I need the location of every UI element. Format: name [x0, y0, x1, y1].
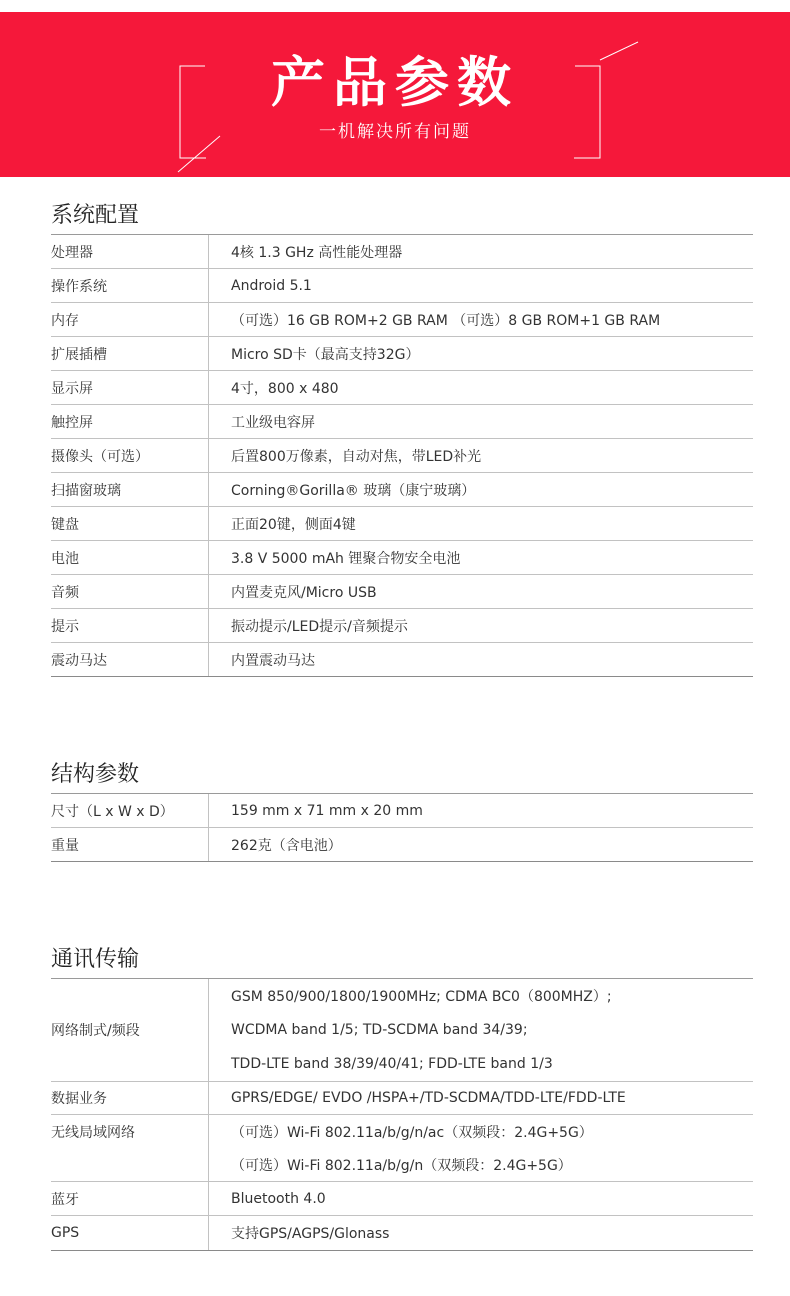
spec-value: （可选）16 GB ROM+2 GB RAM （可选）8 GB ROM+1 GB RAM [231, 312, 661, 329]
spec-value: 262克（含电池） [231, 837, 342, 854]
spec-label: 操作系统 [51, 269, 209, 302]
spec-value-line: WCDMA band 1/5; TD-SCDMA band 34/39; [231, 1022, 528, 1038]
spec-label: 触控屏 [51, 405, 209, 438]
spec-value-line: （可选）Wi-Fi 802.11a/b/g/n/ac（双频段：2.4G+5G） [231, 1124, 593, 1141]
spec-label: 处理器 [51, 235, 209, 268]
section-title: 系统配置 [51, 203, 140, 228]
spec-value: 内置震动马达 [231, 652, 315, 669]
spec-value: 后置800万像素，自动对焦，带LED补光 [231, 448, 482, 465]
table-row [51, 1115, 753, 1182]
table-row [51, 541, 753, 575]
section-title: 通讯传输 [51, 947, 140, 972]
spec-label: GPS [51, 1216, 209, 1250]
section-communication [51, 942, 753, 1251]
table-row [51, 337, 753, 371]
table-row [51, 371, 753, 405]
spec-value: 支持GPS/AGPS/Glonass [231, 1226, 390, 1242]
spec-value: 4核 1.3 GHz 高性能处理器 [231, 244, 403, 261]
table-row [51, 235, 753, 269]
spec-label: 重量 [51, 828, 209, 861]
spec-label: 内存 [51, 303, 209, 336]
spec-value: GPRS/EDGE/ EVDO /HSPA+/TD-SCDMA/TDD-LTE/FDD-LTE [231, 1090, 626, 1106]
spec-label: 音频 [51, 575, 209, 608]
table-row [51, 473, 753, 507]
spec-label: 摄像头（可选） [51, 439, 209, 472]
table-row [51, 979, 753, 1082]
spec-value-line: （可选）Wi-Fi 802.11a/b/g/n（双频段：2.4G+5G） [231, 1157, 572, 1174]
table-row [51, 405, 753, 439]
spec-value: Android 5.1 [231, 277, 312, 294]
spec-value [209, 1115, 753, 1181]
spec-label: 提示 [51, 609, 209, 642]
spec-value-line: GSM 850/900/1800/1900MHz; CDMA BC0（800MHZ）; [231, 989, 612, 1005]
spec-label: 扩展插槽 [51, 337, 209, 370]
spec-table [51, 234, 753, 677]
spec-value: 3.8 V 5000 mAh 锂聚合物安全电池 [231, 550, 461, 567]
spec-label: 扫描窗玻璃 [51, 473, 209, 506]
table-row [51, 609, 753, 643]
spec-value: 4寸，800 x 480 [231, 380, 339, 397]
spec-label: 无线局域网络 [51, 1115, 209, 1181]
spec-table [51, 793, 753, 862]
table-row [51, 507, 753, 541]
spec-value: 振动提示/LED提示/音频提示 [231, 618, 408, 635]
spec-label: 键盘 [51, 507, 209, 540]
page-title: 产品参数 [271, 51, 519, 114]
table-row [51, 1082, 753, 1115]
spec-value: Micro SD卡（最高支持32G） [231, 346, 420, 363]
spec-label: 网络制式/频段 [51, 979, 209, 1081]
spec-value: 159 mm x 71 mm x 20 mm [231, 802, 423, 819]
table-row [51, 439, 753, 473]
table-row [51, 269, 753, 303]
spec-value: 工业级电容屏 [231, 414, 315, 431]
table-row [51, 575, 753, 609]
table-row [51, 1182, 753, 1216]
table-row [51, 794, 753, 828]
table-row [51, 828, 753, 862]
page-subtitle: 一机解决所有问题 [319, 122, 471, 142]
spec-label: 数据业务 [51, 1082, 209, 1114]
section-system-config [51, 198, 753, 677]
spec-label: 显示屏 [51, 371, 209, 404]
section-title: 结构参数 [51, 762, 140, 787]
spec-label: 电池 [51, 541, 209, 574]
spec-value [209, 979, 753, 1081]
spec-value-line: TDD-LTE band 38/39/40/41; FDD-LTE band 1/3 [231, 1056, 553, 1072]
spec-value: 内置麦克风/Micro USB [231, 584, 377, 601]
spec-value: Corning®Gorilla® 玻璃（康宁玻璃） [231, 482, 476, 499]
table-row [51, 1216, 753, 1251]
section-structure [51, 757, 753, 862]
spec-table [51, 978, 753, 1251]
spec-value: 正面20键，侧面4键 [231, 516, 356, 533]
spec-label: 震动马达 [51, 643, 209, 676]
spec-label: 尺寸（L x W x D） [51, 794, 209, 827]
spec-label: 蓝牙 [51, 1182, 209, 1215]
spec-value: Bluetooth 4.0 [231, 1190, 326, 1207]
table-row [51, 303, 753, 337]
table-row [51, 643, 753, 677]
header-banner [0, 12, 790, 177]
